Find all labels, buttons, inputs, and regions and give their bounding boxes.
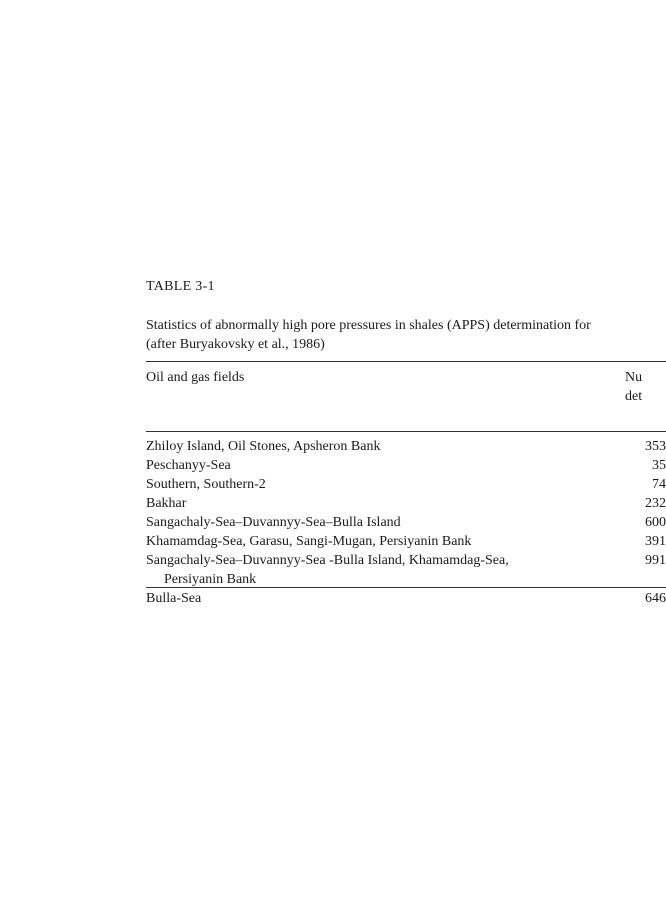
header-col2-line-1: Nu: [625, 370, 643, 385]
table-row: [146, 494, 666, 513]
table-row: [146, 513, 666, 532]
table-row: [146, 589, 666, 608]
table-header-rule: [146, 431, 666, 432]
determination-count: 74: [652, 477, 666, 492]
header-oil-and-gas-fields: Oil and gas fields: [146, 370, 245, 385]
determination-count: 353: [645, 439, 666, 454]
field-name: Khamamdag-Sea, Garasu, Sangi-Mugan, Persiyanin Bank: [146, 534, 472, 549]
caption-line-2: (after Buryakovsky et al., 1986): [146, 337, 325, 352]
determination-count: 600: [645, 515, 666, 530]
field-name: Southern, Southern-2: [146, 477, 266, 492]
determination-count: 991: [645, 553, 666, 568]
determination-count: 232: [645, 496, 666, 511]
determination-count: 646: [645, 591, 666, 606]
table-bottom-rule: [146, 587, 666, 588]
determination-count: 35: [652, 458, 666, 473]
table-label: TABLE 3-1: [146, 279, 215, 294]
table-row: [146, 456, 666, 475]
field-name: [146, 551, 509, 589]
table-row: [146, 475, 666, 494]
table-row: [146, 532, 666, 551]
field-name: Zhiloy Island, Oil Stones, Apsheron Bank: [146, 439, 381, 454]
field-name: Peschanyy-Sea: [146, 458, 231, 473]
header-col2-line-2: det: [625, 389, 643, 404]
table-body: [146, 437, 666, 608]
field-name-line-2: Persiyanin Bank: [164, 572, 257, 587]
table-caption: [146, 316, 591, 354]
field-name: Bakhar: [146, 496, 187, 511]
field-name: Sangachaly-Sea–Duvannyy-Sea–Bulla Island: [146, 515, 401, 530]
determination-count: 391: [645, 534, 666, 549]
header-number-of-determinations: [625, 368, 642, 406]
caption-line-1: Statistics of abnormally high pore pressures in shales (APPS) determination for: [146, 318, 591, 333]
table-row: [146, 437, 666, 456]
field-name-line-1: Sangachaly-Sea–Duvannyy-Sea -Bulla Island, Khamamdag-Sea,: [146, 553, 509, 568]
table-row: [146, 551, 666, 589]
table-top-rule: [146, 361, 666, 362]
field-name: Bulla-Sea: [146, 591, 202, 606]
